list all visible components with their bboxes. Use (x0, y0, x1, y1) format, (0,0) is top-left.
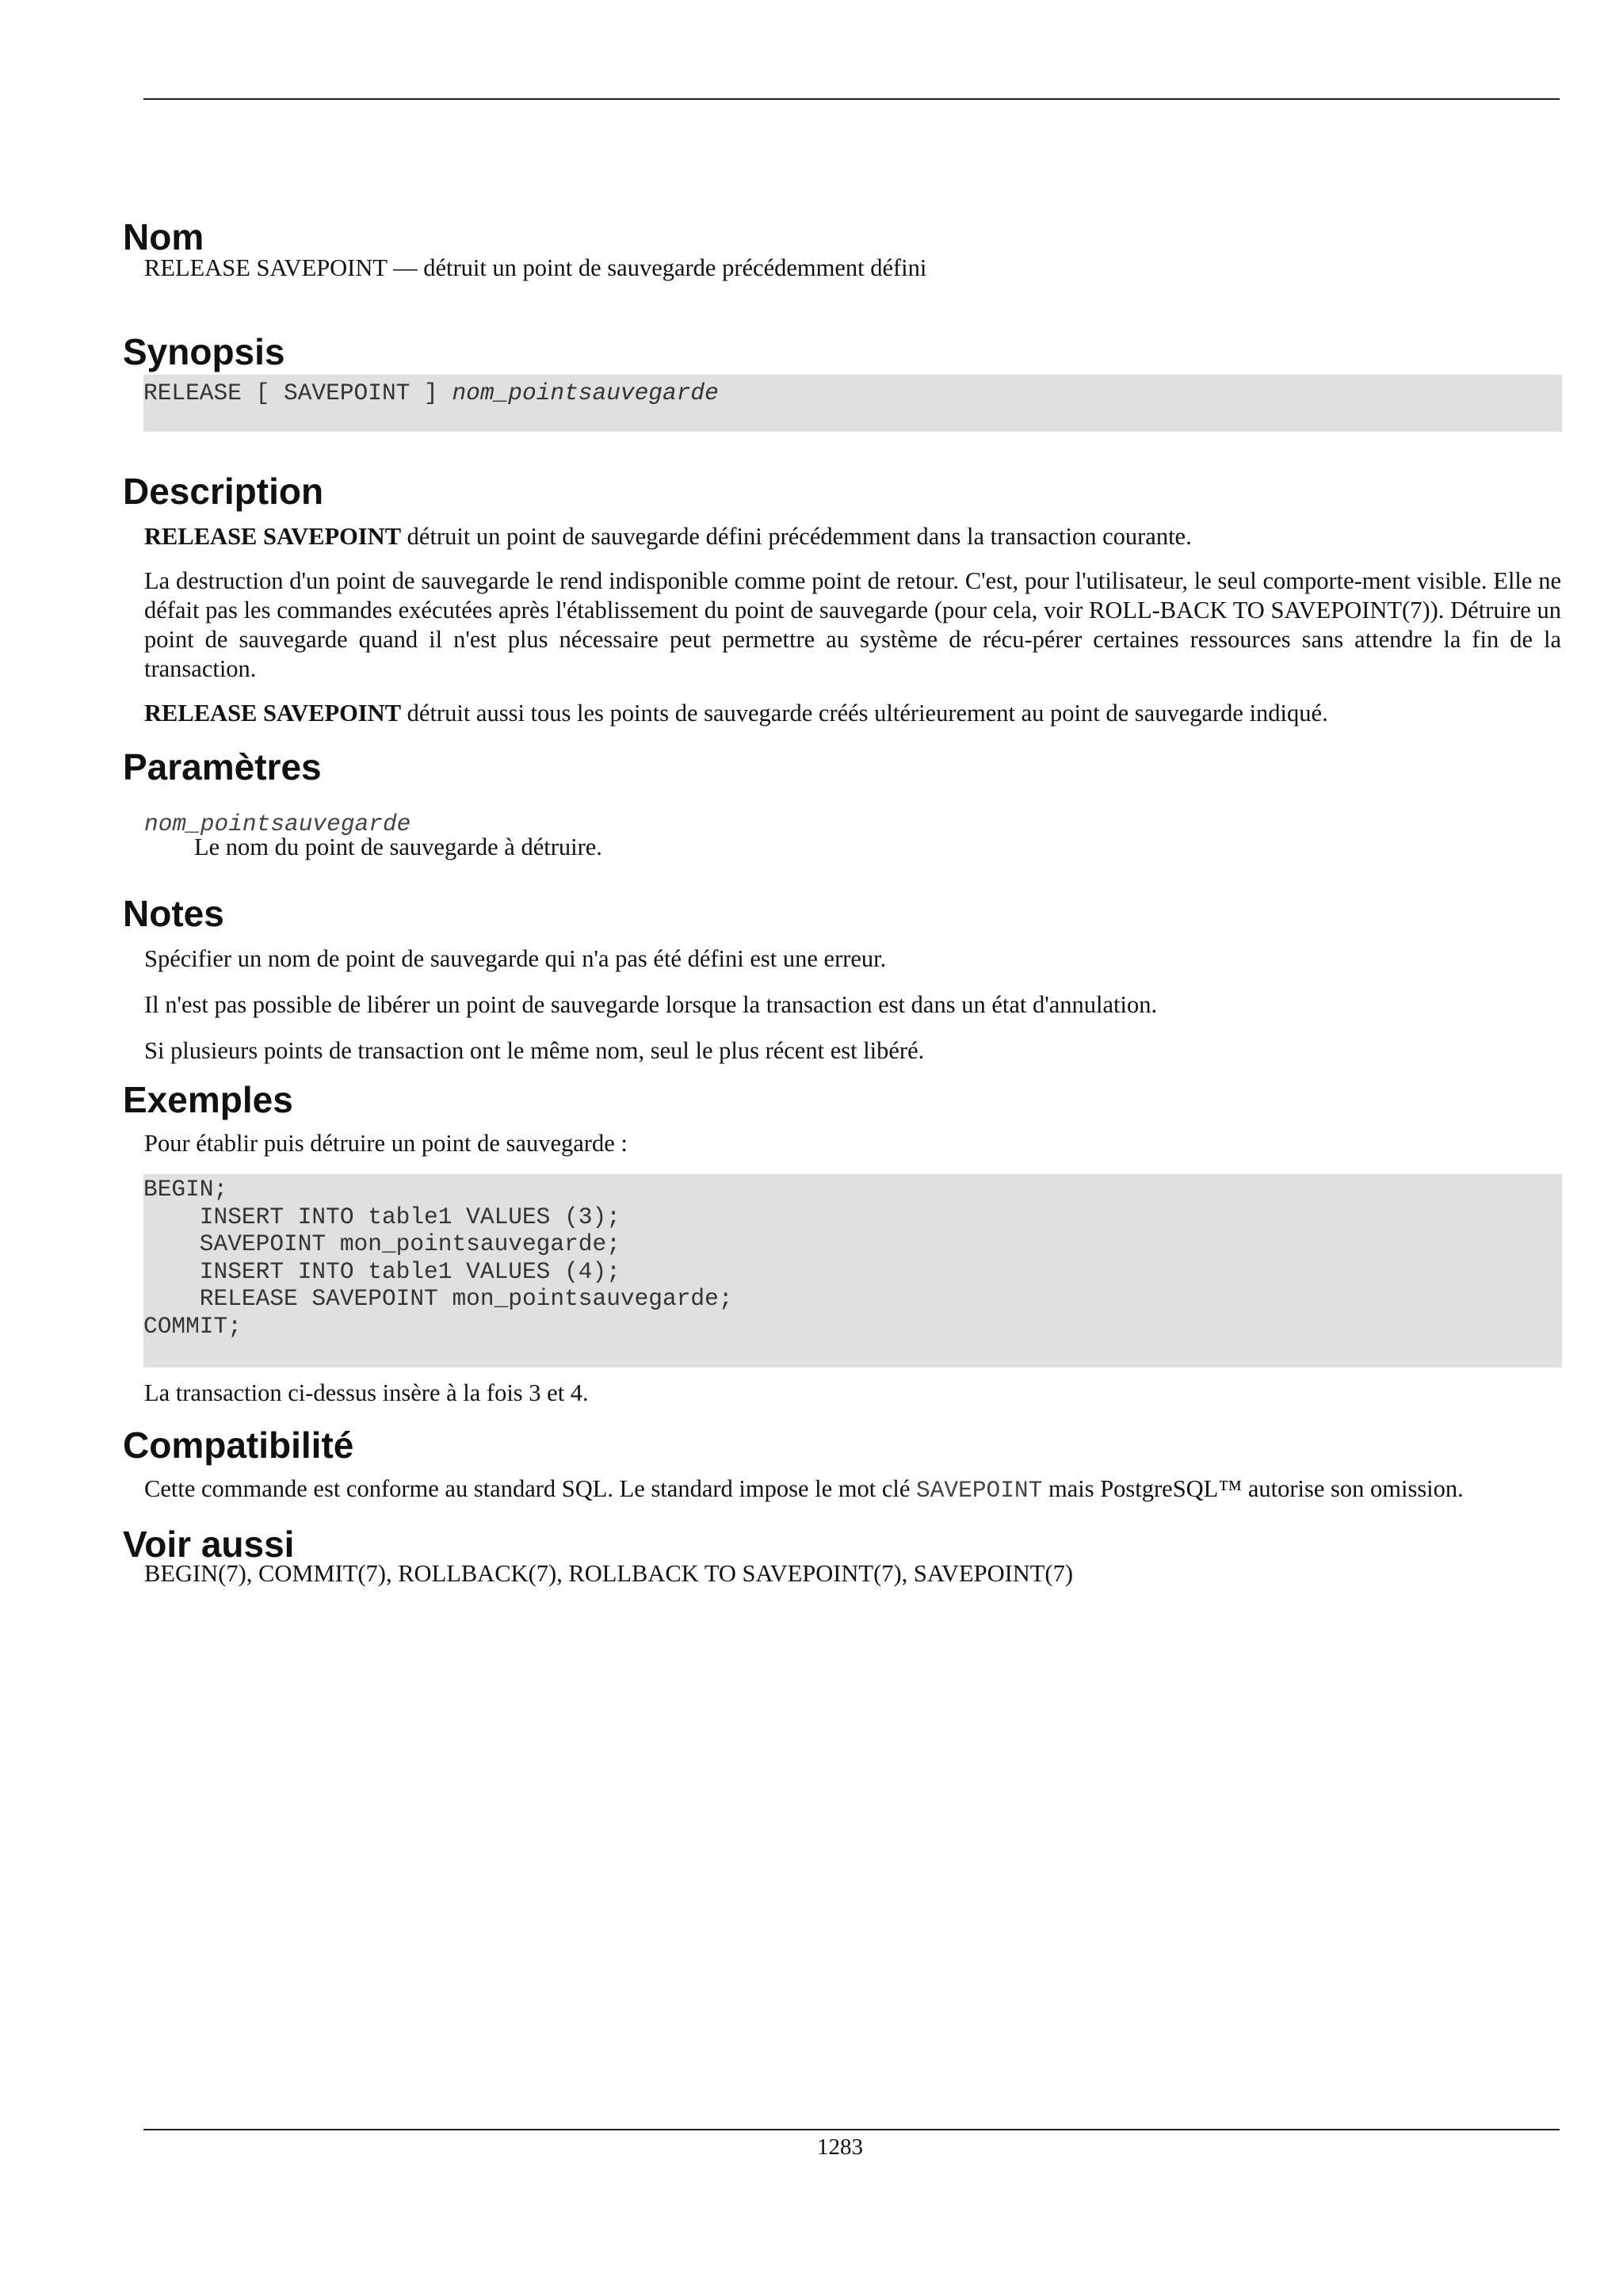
compatibilite-text (144, 1474, 1561, 1505)
command-name: RELEASE SAVEPOINT (144, 523, 402, 550)
example-conclusion: La transaction ci-dessus insère à la fois 3 et 4. (144, 1379, 589, 1406)
keyword-savepoint: SAVEPOINT (916, 1477, 1043, 1504)
heading-exemples: Exemples (123, 1079, 293, 1120)
description-paragraph-2: La destruction d'un point de sauvegarde le rend indisponible comme point de retour. C'est, pour l'utilisateur, le seul comporte-ment visible. Elle ne défait pas les commandes exécutées après l'établissement du point de sauvegarde (pour cela, voir ROLL-BACK TO SAVEPOINT(7)). Détruire un point de sauvegarde quand il n'est plus nécessaire peut permettre au système de récu-pérer certaines ressources sans attendre la fin de la transaction. (144, 567, 1561, 682)
synopsis-command: RELEASE [ SAVEPOINT ] (143, 379, 453, 406)
heading-voir-aussi: Voir aussi (123, 1524, 295, 1565)
heading-parametres: Paramètres (123, 746, 322, 788)
heading-compatibilite: Compatibilité (123, 1425, 354, 1466)
page-content (123, 215, 1561, 1589)
synopsis-code-block (143, 375, 1562, 432)
section-description (123, 470, 1561, 728)
heading-nom: Nom (123, 216, 204, 257)
parameter-definition: Le nom du point de sauvegarde à détruire. (194, 833, 602, 860)
parameter-term: nom_pointsauvegarde (144, 810, 411, 837)
synopsis-parameter: nom_pointsauvegarde (452, 379, 719, 406)
section-compatibilite (123, 1424, 1561, 1505)
heading-description: Description (123, 471, 324, 512)
nom-text: RELEASE SAVEPOINT — détruit un point de sauvegarde précédemment défini (144, 254, 927, 281)
section-synopsis (123, 330, 1561, 432)
description-paragraph-3 (144, 699, 1561, 728)
section-notes (123, 892, 1561, 1066)
notes-paragraph-2: Il n'est pas possible de libérer un point de sauvegarde lorsque la transaction est dans un état d'annulation. (144, 991, 1158, 1018)
example-intro: Pour établir puis détruire un point de sauvegarde : (144, 1130, 628, 1157)
heading-synopsis: Synopsis (123, 331, 285, 372)
notes-paragraph-1: Spécifier un nom de point de sauvegarde qui n'a pas été défini est une erreur. (144, 945, 887, 972)
section-nom (123, 215, 1561, 283)
command-name: RELEASE SAVEPOINT (144, 700, 402, 727)
voir-aussi-links: BEGIN(7), COMMIT(7), ROLLBACK(7), ROLLBACK TO SAVEPOINT(7), SAVEPOINT(7) (144, 1560, 1073, 1587)
header-rule (143, 98, 1560, 100)
section-parametres (123, 746, 1561, 862)
description-paragraph-3-text: détruit aussi tous les points de sauvegarde créés ultérieurement au point de sauvegarde indiqué. (401, 700, 1328, 727)
description-paragraph-1 (144, 522, 1561, 551)
example-code-block: BEGIN; INSERT INTO table1 VALUES (3); SAVEPOINT mon_pointsauvegarde; INSERT INTO table1 VALUES (4); RELEASE SAVEPOINT mon_pointsauvegarde; COMMIT; (143, 1174, 1562, 1367)
heading-notes: Notes (123, 893, 224, 934)
compatibilite-text-after: mais PostgreSQL™ autorise son omission. (1042, 1475, 1464, 1502)
section-exemples (123, 1078, 1561, 1408)
notes-paragraph-3: Si plusieurs points de transaction ont le même nom, seul le plus récent est libéré. (144, 1037, 925, 1064)
compatibilite-text-before: Cette commande est conforme au standard SQL. Le standard impose le mot clé (144, 1475, 917, 1502)
page-number: 1283 (817, 2134, 863, 2160)
section-voir-aussi (123, 1523, 1561, 1589)
footer-rule (143, 2129, 1560, 2130)
description-paragraph-1-text: détruit un point de sauvegarde défini précédemment dans la transaction courante. (401, 523, 1192, 550)
